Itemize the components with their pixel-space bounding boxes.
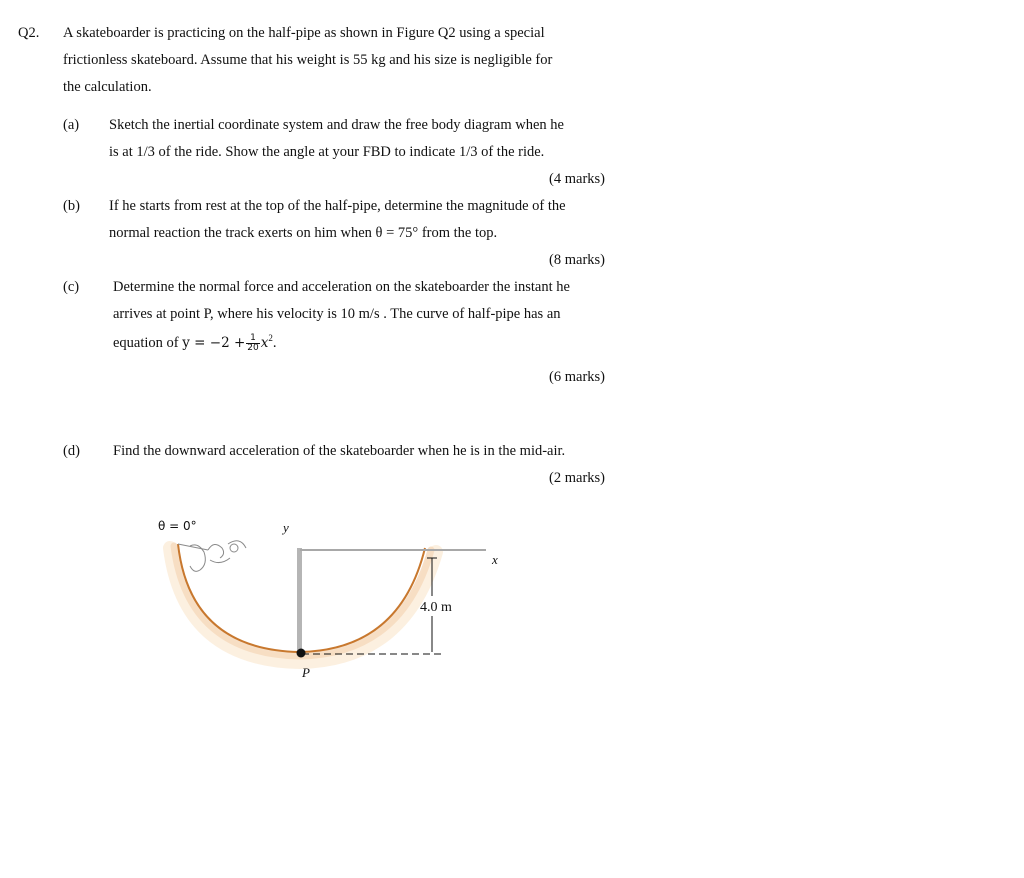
part-c-line-2: arrives at point P, where his velocity is 10 m/s . The curve of half-pipe has an (113, 306, 561, 322)
part-d-line-1: Find the downward acceleration of the skateboarder when he is in the mid-air. (113, 443, 566, 459)
part-c-equation (113, 333, 277, 353)
part-d-label: (d) (63, 443, 80, 459)
intro-line-2: frictionless skateboard. Assume that his weight is 55 kg and his size is negligible for (63, 52, 553, 68)
fraction-numerator: 1 (246, 334, 259, 344)
half-pipe-glow-outer (170, 548, 436, 662)
equation-prefix: equation of (113, 334, 183, 351)
y-axis-line (297, 548, 302, 652)
part-b-line-2: normal reaction the track exerts on him when θ = 75° from the top. (109, 225, 498, 241)
part-c-line-1: Determine the normal force and acceleration on the skateboarder the instant he (113, 279, 570, 295)
figure-q2-half-pipe (150, 510, 520, 690)
height-label: 4.0 m (420, 600, 452, 615)
point-p-label: P (302, 665, 310, 680)
question-number: Q2. (18, 25, 40, 41)
part-d-marks: (2 marks) (549, 470, 605, 486)
equation-fraction (246, 334, 259, 353)
part-b-marks: (8 marks) (549, 252, 605, 268)
equation-lhs: y = −2 + (182, 334, 246, 351)
part-a-marks: (4 marks) (549, 171, 605, 187)
skateboarder-icon (178, 541, 246, 572)
theta-zero-label: θ = 0° (158, 519, 197, 533)
part-c-label: (c) (63, 279, 80, 295)
part-b-label: (b) (63, 198, 80, 214)
part-a-label: (a) (63, 117, 80, 133)
x-axis-label: x (492, 552, 498, 567)
part-b-line-1: If he starts from rest at the top of the half-pipe, determine the magnitude of the (109, 198, 566, 214)
point-p-marker (297, 649, 306, 658)
part-c-marks: (6 marks) (549, 369, 605, 385)
intro-line-3: the calculation. (63, 79, 152, 95)
equation-end: . (272, 334, 277, 351)
fraction-denominator: 20 (247, 343, 259, 353)
intro-line-1: A skateboarder is practicing on the half-pipe as shown in Figure Q2 using a special (63, 25, 545, 41)
equation-exponent: 2 (268, 333, 273, 343)
part-a-line-2: is at 1/3 of the ride. Show the angle at your FBD to indicate 1/3 of the ride. (109, 144, 545, 160)
equation-variable: x (260, 334, 269, 351)
y-axis-label: y (283, 520, 289, 535)
part-a-line-1: Sketch the inertial coordinate system and draw the free body diagram when he (109, 117, 564, 133)
